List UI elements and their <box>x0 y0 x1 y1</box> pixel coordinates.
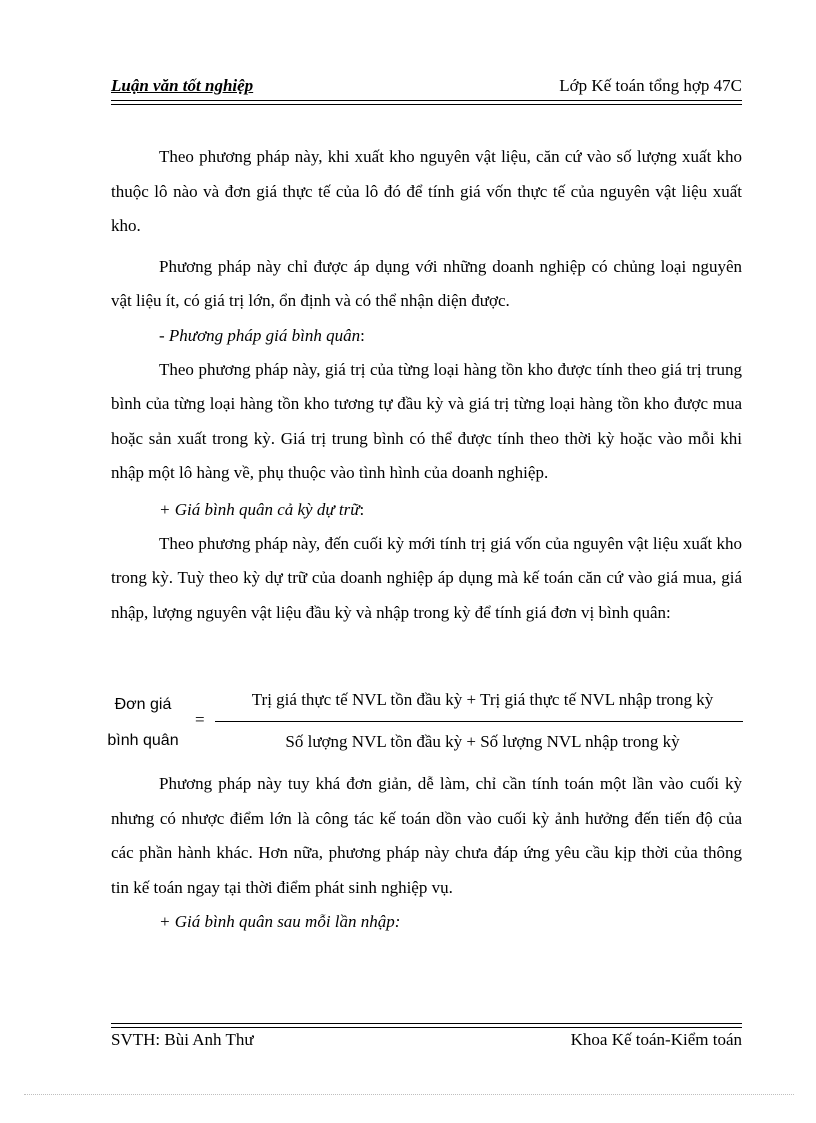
fraction-bar <box>215 721 743 722</box>
page-footer <box>111 1030 742 1052</box>
page-header <box>111 76 742 100</box>
footer-student-name: SVTH: Bùi Anh Thư <box>111 1030 254 1049</box>
header-thesis-title: Luận văn tốt nghiệp <box>111 76 254 95</box>
formula-equals: = <box>195 710 205 729</box>
paragraph-4: Theo phương pháp này, đến cuối kỳ mới tính trị giá vốn của nguyên vật liệu xuất kho trong kỳ. Tuỳ theo kỳ dự trữ của doanh nghiệp áp dụng mà kế toán căn cứ vào giá mua, giá nhập, lượng nguyên vật liệu đầu kỳ và nhập trong kỳ để tính giá đơn vị bình quân: <box>111 533 742 622</box>
document-body <box>111 140 742 630</box>
formula-label-line2: bình quân <box>107 732 179 749</box>
header-rule <box>111 100 742 105</box>
heading-text: + Giá bình quân cả kỳ dự trữ <box>159 499 360 519</box>
heading-text: + Giá bình quân sau mỗi lần nhập: <box>159 912 401 931</box>
footer-rule <box>111 1023 742 1028</box>
paragraph-1: Theo phương pháp này, khi xuất kho nguyên vật liệu, căn cứ vào số lượng xuất kho thuộc lô nào và đơn giá thực tế của lô đó để tính giá vốn thực tế của nguyên vật liệu xuất kho. <box>111 147 742 235</box>
page-break-line <box>24 1094 794 1095</box>
heading-suffix: : <box>360 325 365 345</box>
heading-period-average <box>111 493 742 527</box>
formula-label-line1: Đơn giá <box>114 696 172 713</box>
formula-numerator: Trị giá thực tế NVL tồn đầu kỳ + Trị giá thực tế NVL nhập trong kỳ <box>251 690 714 709</box>
paragraph-3: Theo phương pháp này, giá trị của từng loại hàng tồn kho được tính theo giá trị trung bình của từng loại hàng tồn kho tương tự đầu kỳ và giá trị từng loại hàng tồn kho được mua hoặc sản xuất trong kỳ. Giá trị trung bình có thể được tính theo thời kỳ hoặc vào mỗi khi nhập một lô hàng về, phụ thuộc vào tình hình của doanh nghiệp. <box>111 359 742 482</box>
document-body-continued <box>111 767 742 939</box>
footer-department: Khoa Kế toán-Kiểm toán <box>570 1030 742 1049</box>
heading-prefix: - <box>159 325 169 345</box>
heading-average-method <box>111 319 742 353</box>
paragraph-2: Phương pháp này chỉ được áp dụng với những doanh nghiệp có chủng loại nguyên vật liệu ít, có giá trị lớn, ổn định và có thể nhận diện được. <box>111 256 742 310</box>
paragraph-5: Phương pháp này tuy khá đơn giản, dễ làm, chỉ cần tính toán một lần vào cuối kỳ nhưng có nhược điểm lớn là công tác kế toán dồn vào cuối kỳ ảnh hưởng đến tiến độ của các phần hành khác. Hơn nữa, phương pháp này chưa đáp ứng yêu cầu kịp thời của thông tin kế toán ngay tại thời điểm phát sinh nghiệp vụ. <box>111 774 742 897</box>
heading-text: Phương pháp giá bình quân <box>168 325 361 345</box>
formula-denominator: Số lượng NVL tồn đầu kỳ + Số lượng NVL nhập trong kỳ <box>285 732 680 751</box>
heading-moving-average <box>111 905 742 939</box>
average-price-formula <box>103 690 748 756</box>
heading-suffix: : <box>359 499 365 519</box>
header-class-name: Lớp Kế toán tổng hợp 47C <box>559 76 742 95</box>
